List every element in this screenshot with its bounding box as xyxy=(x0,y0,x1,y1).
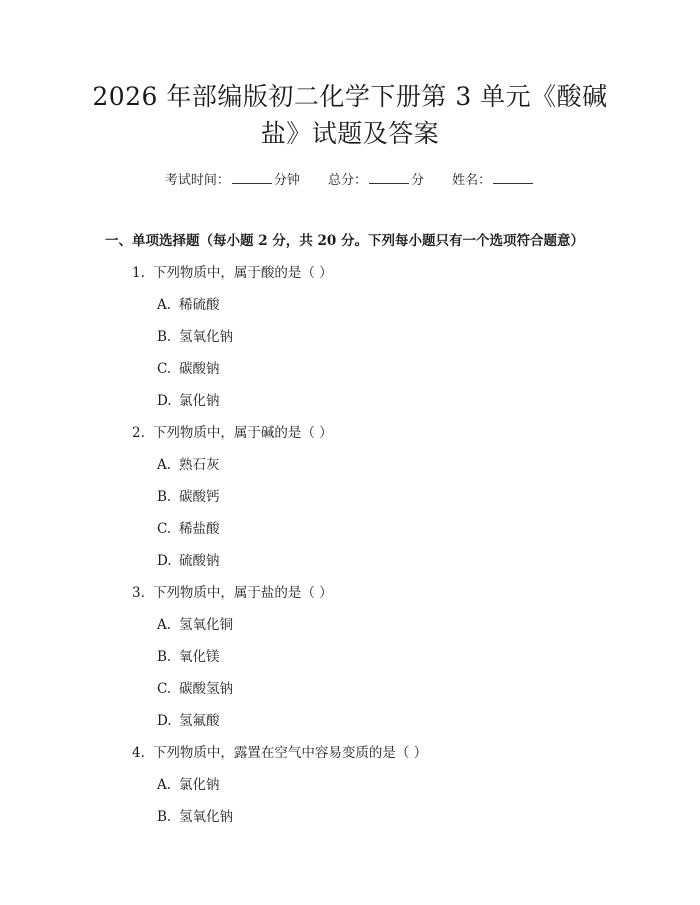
total-score-label: 总分： xyxy=(327,173,367,188)
option-letter: D. xyxy=(157,553,172,569)
total-score-blank xyxy=(369,172,409,184)
name-label: 姓名： xyxy=(452,173,492,188)
total-score-field xyxy=(328,169,424,188)
question-4-option-a xyxy=(157,773,220,793)
question-1-option-b xyxy=(157,325,233,345)
question-number: 3. xyxy=(132,585,145,601)
question-2-option-c xyxy=(157,517,220,537)
question-number: 2. xyxy=(132,425,145,441)
option-letter: C. xyxy=(157,681,172,697)
question-2-option-d xyxy=(157,549,220,569)
option-text: 氧化镁 xyxy=(179,649,220,665)
question-2-option-a xyxy=(157,453,220,473)
question-3-option-d xyxy=(157,709,220,729)
exam-meta xyxy=(0,169,700,188)
option-text: 氯化钠 xyxy=(179,393,220,409)
question-text: 下列物质中，属于酸的是（ ） xyxy=(152,265,333,281)
question-number: 1. xyxy=(132,265,145,281)
question-text: 下列物质中，属于碱的是（ ） xyxy=(152,425,333,441)
option-text: 氯化钠 xyxy=(179,777,220,793)
question-number: 4. xyxy=(132,745,145,761)
question-4-option-b xyxy=(157,805,233,825)
exam-time-label: 考试时间： xyxy=(164,173,230,188)
option-letter: D. xyxy=(157,713,172,729)
question-3 xyxy=(132,581,333,601)
question-2-option-b xyxy=(157,485,220,505)
question-1-option-c xyxy=(157,357,220,377)
section-heading: 一、单项选择题（每小题 2 分，共 20 分。下列每小题只有一个选项符合题意） xyxy=(105,233,584,249)
option-text: 氢氧化铜 xyxy=(179,617,233,633)
option-letter: B. xyxy=(157,489,172,505)
exam-time-field xyxy=(165,169,300,188)
question-text: 下列物质中，露置在空气中容易变质的是（ ） xyxy=(152,745,428,761)
option-text: 氢氧化钠 xyxy=(179,809,233,825)
option-text: 碳酸钠 xyxy=(179,361,220,377)
option-letter: D. xyxy=(157,393,172,409)
name-field xyxy=(452,169,535,188)
exam-title-line-2: 盐》试题及答案 xyxy=(260,119,440,148)
option-letter: A. xyxy=(157,777,172,793)
option-letter: C. xyxy=(157,521,172,537)
question-2 xyxy=(132,421,333,441)
option-letter: A. xyxy=(157,617,172,633)
option-letter: C. xyxy=(157,361,172,377)
exam-time-unit: 分钟 xyxy=(273,173,300,188)
question-1-option-d xyxy=(157,389,220,409)
exam-title xyxy=(70,78,630,152)
question-3-option-c xyxy=(157,677,233,697)
option-text: 碳酸氢钠 xyxy=(179,681,233,697)
question-1-option-a xyxy=(157,293,220,313)
option-text: 硫酸钠 xyxy=(179,553,220,569)
option-text: 熟石灰 xyxy=(179,457,220,473)
option-text: 氢氧化钠 xyxy=(179,329,233,345)
question-3-option-b xyxy=(157,645,220,665)
option-letter: B. xyxy=(157,809,172,825)
question-3-option-a xyxy=(157,613,233,633)
exam-time-blank xyxy=(232,172,272,184)
option-text: 碳酸钙 xyxy=(179,489,220,505)
question-text: 下列物质中，属于盐的是（ ） xyxy=(152,585,333,601)
option-letter: B. xyxy=(157,649,172,665)
exam-title-line-1: 2026 年部编版初二化学下册第 3 单元《酸碱 xyxy=(92,82,608,111)
option-letter: A. xyxy=(157,297,172,313)
option-text: 氢氟酸 xyxy=(179,713,220,729)
total-score-unit: 分 xyxy=(411,173,425,188)
option-letter: A. xyxy=(157,457,172,473)
question-4 xyxy=(132,741,427,761)
option-text: 稀硫酸 xyxy=(179,297,220,313)
name-blank xyxy=(493,172,533,184)
option-letter: B. xyxy=(157,329,172,345)
question-1 xyxy=(132,261,333,281)
option-text: 稀盐酸 xyxy=(179,521,220,537)
